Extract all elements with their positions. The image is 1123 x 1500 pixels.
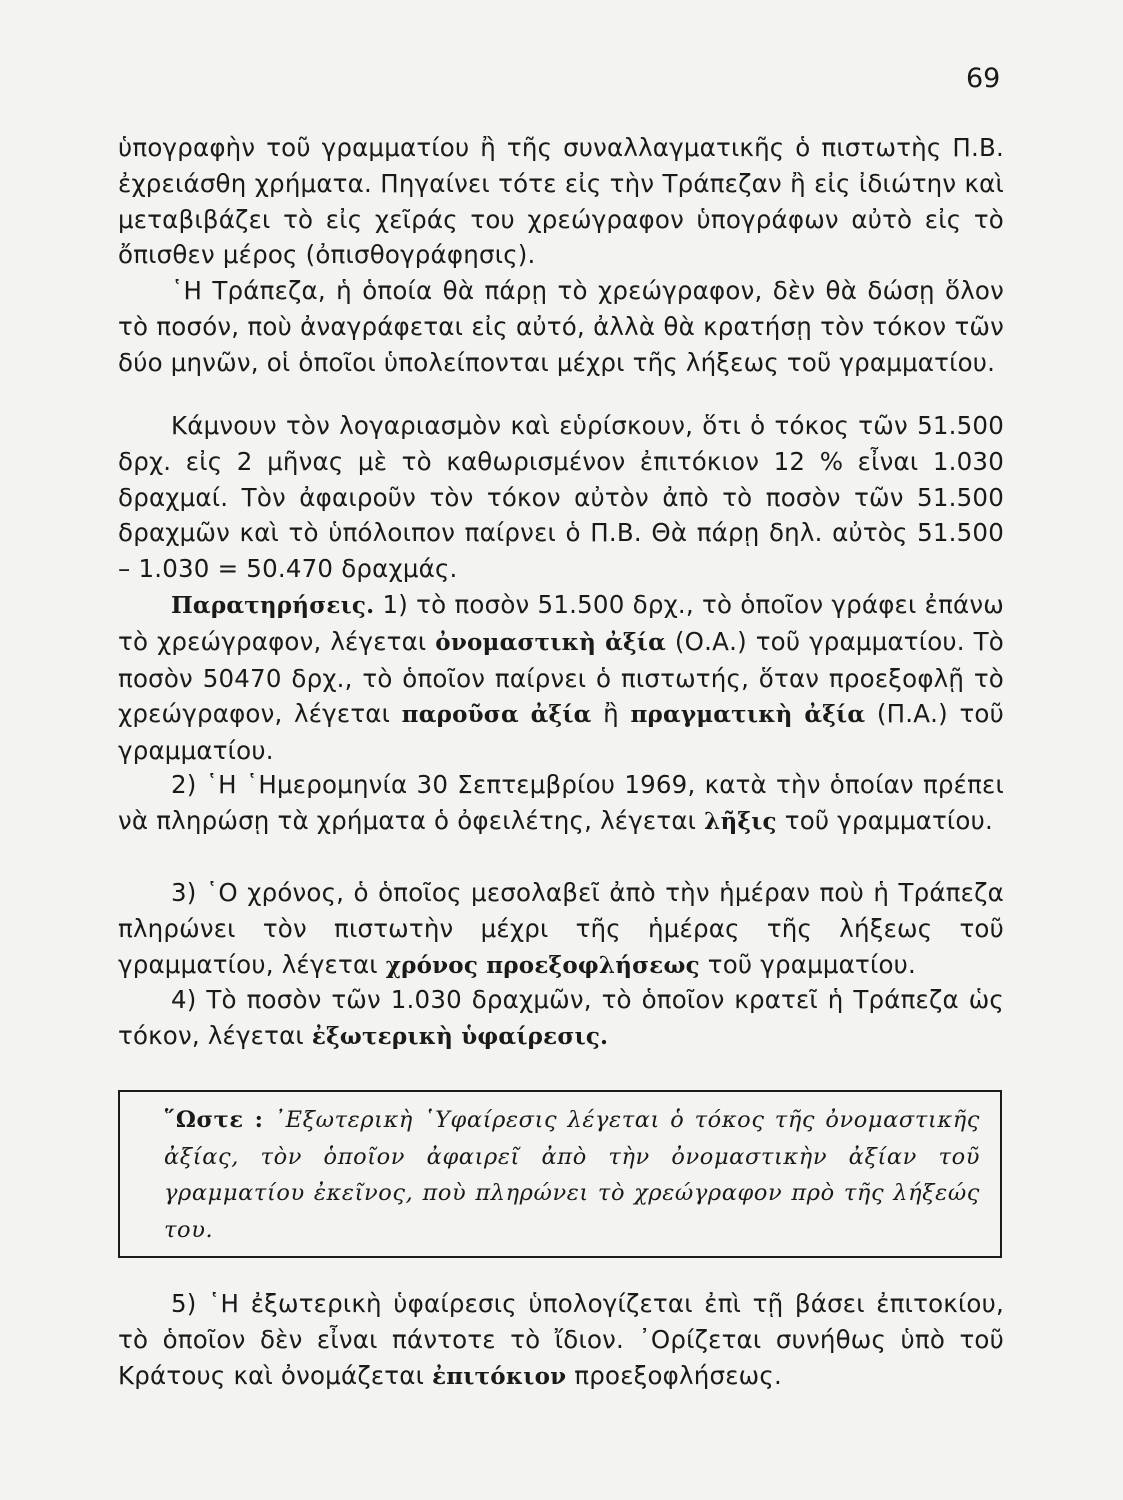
term-discount-period: χρόνος προεξοφλήσεως [385, 951, 700, 979]
paragraph-endorsement: ὑπογραφὴν τοῦ γραμματίου ἢ τῆς συναλλαγματικῆς ὁ πιστωτὴς Π.Β. ἐχρειάσθη χρήματα. Πηγαίνει τότε εἰς τὴν Τράπεζαν ἢ εἰς ἰδιώτην καὶ μεταβιβάζει τὸ εἰς χεῖράς του χρεώγραφον ὑπογράφων αὐτὸ εἰς τὸ ὄπισθεν μέρος (ὀπισθογράφησις). [118, 133, 1004, 270]
term-present-value: παροῦσα ἀξία [401, 701, 592, 729]
paragraph-remarks-1: Παρατηρήσεις. 1) τὸ ποσὸν 51.500 δρχ., τὸ ὁποῖον γράφει ἐπάνω τὸ χρεώγραφον, λέγεται ὀνομαστικὴ ἀξία (Ο.Α.) τοῦ γραμματίου. Τὸ ποσὸν 50470 δρχ., τὸ ὁποῖον παίρνει ὁ πιστωτής, ὅταν προεξοφλῇ τὸ χρεώγραφον, λέγεται παροῦσα ἀξία ἢ πραγματικὴ ἀξία (Π.Α.) τοῦ γραμματίου. [118, 590, 1005, 766]
paragraph-calculation: Κάμνουν τὸν λογαριασμὸν καὶ εὑρίσκουν, ὅτι ὁ τόκος τῶν 51.500 δρχ. εἰς 2 μῆνας μὲ τὸ καθωρισμένον ἐπιτόκιον 12 % εἶναι 1.030 δραχμαί. Τὸν ἀφαιροῦν τὸν τόκον αὐτὸν ἀπὸ τὸ ποσὸν τῶν 51.500 δραχμῶν καὶ τὸ ὑπόλοιπον παίρνει ὁ Π.Β. Θὰ πάρῃ δηλ. αὐτὸς 51.500 – 1.030 = 50.470 δραχμάς. [118, 411, 1004, 584]
definition-text: ῞Ωστε : ᾿Εξωτερικὴ ῾Υφαίρεσις λέγεται ὁ τόκος τῆς ὀνομαστικῆς ἀξίας, τὸν ὁποῖον ἀφαιρεῖ ἀπὸ τὴν ὀνομαστικὴν ἀξίαν τοῦ γραμματίου ἐκεῖνος, ποὺ πληρώνει τὸ χρεώγραφον πρὸ τῆς λήξεώς του. [164, 1107, 981, 1243]
term-discount-rate: ἐπιτόκιον [432, 1362, 567, 1390]
term-nominal-value: ὀνομαστικὴ ἀξία [435, 628, 667, 656]
paragraph-remarks-5: 5) ῾Η ἐξωτερικὴ ὑφαίρεσις ὑπολογίζεται ἐπὶ τῇ βάσει ἐπιτοκίου, τὸ ὁποῖον δὲν εἶναι πάντοτε τὸ ἴδιον. ᾿Ορίζεται συνήθως ὑπὸ τοῦ Κράτους καὶ ὀνομάζεται ἐπιτόκιον προεξοφλήσεως. [118, 1289, 1004, 1390]
paragraph-remarks-3: 3) ῾Ο χρόνος, ὁ ὁποῖος μεσολαβεῖ ἀπὸ τὴν ἡμέραν ποὺ ἡ Τράπεζα πληρώνει τὸν πιστωτὴν μέχρι τῆς ἡμέρας τῆς λήξεως τοῦ γραμματίου, λέγεται χρόνος προεξοφλήσεως τοῦ γραμματίου. [118, 878, 1004, 979]
paragraph-remarks-2: 2) ῾Η ῾Ημερομηνία 30 Σεπτεμβρίου 1969, κατὰ τὴν ὁποίαν πρέπει νὰ πληρώσῃ τὰ χρήματα ὁ ὀφειλέτης, λέγεται λῆξις τοῦ γραμματίου. [118, 770, 1004, 835]
term-external-discount: ἐξωτερικὴ ὑφαίρεσις. [311, 1022, 609, 1050]
definition-box [118, 1090, 1002, 1258]
paragraph-bank-discount: ῾Η Τράπεζα, ἡ ὁποία θὰ πάρῃ τὸ χρεώγραφον, δὲν θὰ δώσῃ ὅλον τὸ ποσόν, ποὺ ἀναγράφεται εἰς αὐτό, ἀλλὰ θὰ κρατήσῃ τὸν τόκον τῶν δύο μηνῶν, οἱ ὁποῖοι ὑπολείπονται μέχρι τῆς λήξεως τοῦ γραμματίου. [118, 276, 1004, 377]
definition-lead: ῞Ωστε : [164, 1107, 264, 1133]
term-maturity: λῆξις [704, 807, 777, 835]
remarks-heading: Παρατηρήσεις. [171, 592, 375, 619]
term-real-value: πραγματικὴ ἀξία [630, 701, 866, 729]
page-number: 69 [966, 63, 1001, 94]
paragraph-remarks-4: 4) Τὸ ποσὸν τῶν 1.030 δραχμῶν, τὸ ὁποῖον κρατεῖ ἡ Τράπεζα ὡς τόκον, λέγεται ἐξωτερικὴ ὑφαίρεσις. [118, 985, 1004, 1050]
